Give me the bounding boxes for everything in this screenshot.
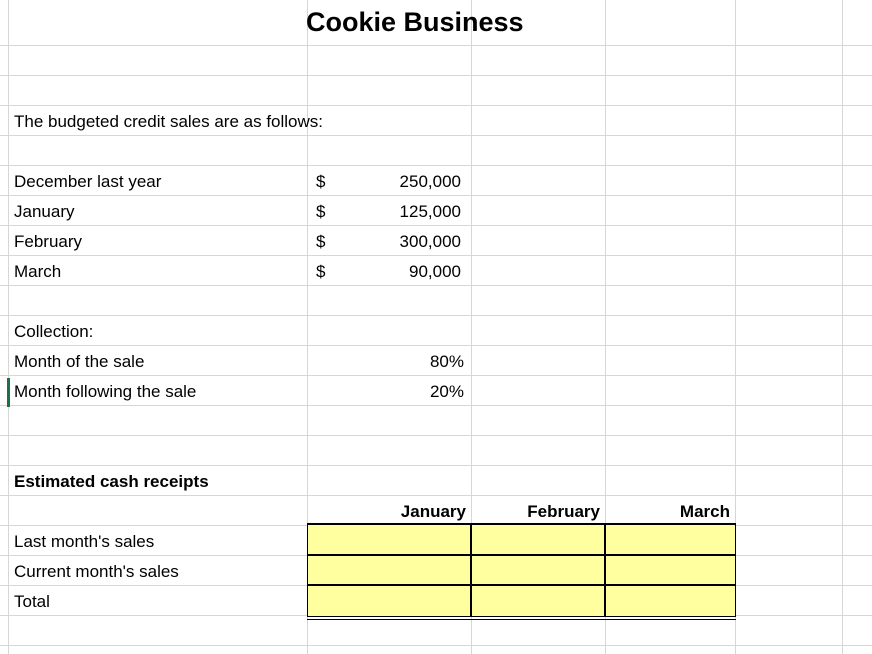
sales-amount-january[interactable]: 125,000	[399, 202, 461, 221]
sales-label-december[interactable]: December last year	[14, 172, 162, 191]
sales-label-february[interactable]: February	[14, 232, 83, 251]
sales-label-march[interactable]: March	[14, 262, 62, 281]
input-cell-current-month-january[interactable]	[309, 556, 469, 583]
input-cell-last-month-january[interactable]	[309, 526, 469, 553]
collection-label-same-month[interactable]: Month of the sale	[14, 352, 145, 371]
input-cell-total-february[interactable]	[473, 586, 603, 615]
row-gridline	[0, 375, 872, 376]
row-gridline	[0, 225, 872, 226]
column-gridline	[8, 0, 9, 654]
column-gridline	[842, 0, 843, 654]
intro-text[interactable]: The budgeted credit sales are as follows:	[14, 112, 324, 131]
sales-amount-march[interactable]: 90,000	[409, 262, 461, 281]
sales-currency: $	[316, 232, 326, 251]
sales-amount-february[interactable]: 300,000	[399, 232, 461, 251]
row-gridline	[0, 435, 872, 436]
row-gridline	[0, 75, 872, 76]
collection-heading[interactable]: Collection:	[14, 322, 94, 341]
input-cell-last-month-march[interactable]	[607, 526, 734, 553]
row-gridline	[0, 285, 872, 286]
collection-label-following-month[interactable]: Month following the sale	[14, 382, 197, 401]
row-gridline	[0, 405, 872, 406]
receipts-row-last-month[interactable]: Last month's sales	[14, 532, 155, 551]
input-column-divider	[470, 524, 472, 617]
total-double-underline	[307, 619, 736, 620]
row-gridline	[0, 195, 872, 196]
row-gridline	[0, 255, 872, 256]
input-cell-total-january[interactable]	[309, 586, 469, 615]
row-gridline	[0, 465, 872, 466]
receipts-month-february[interactable]: February	[527, 502, 600, 521]
sales-currency: $	[316, 202, 326, 221]
row-gridline	[0, 45, 872, 46]
row-gridline	[0, 345, 872, 346]
row-gridline	[0, 165, 872, 166]
input-cell-last-month-february[interactable]	[473, 526, 603, 553]
sales-currency: $	[316, 262, 326, 281]
sales-currency: $	[316, 172, 326, 191]
row-gridline	[0, 105, 872, 106]
receipts-row-current-month[interactable]: Current month's sales	[14, 562, 179, 581]
row-gridline	[0, 495, 872, 496]
receipts-heading[interactable]: Estimated cash receipts	[14, 472, 209, 491]
row-gridline	[0, 645, 872, 646]
input-cell-current-month-march[interactable]	[607, 556, 734, 583]
input-cell-total-march[interactable]	[607, 586, 734, 615]
active-cell-indicator	[7, 378, 10, 407]
collection-pct-same-month[interactable]: 80%	[429, 352, 464, 371]
sales-label-january[interactable]: January	[14, 202, 75, 221]
collection-pct-following-month[interactable]: 20%	[429, 382, 464, 401]
sales-amount-december[interactable]: 250,000	[399, 172, 461, 191]
sheet-title[interactable]: Cookie Business	[306, 7, 524, 37]
receipts-month-january[interactable]: January	[400, 502, 466, 521]
receipts-row-total[interactable]: Total	[14, 592, 50, 611]
row-gridline	[0, 315, 872, 316]
input-cell-current-month-february[interactable]	[473, 556, 603, 583]
row-gridline	[0, 135, 872, 136]
receipts-month-march[interactable]: March	[679, 502, 730, 521]
input-column-divider	[604, 524, 606, 617]
